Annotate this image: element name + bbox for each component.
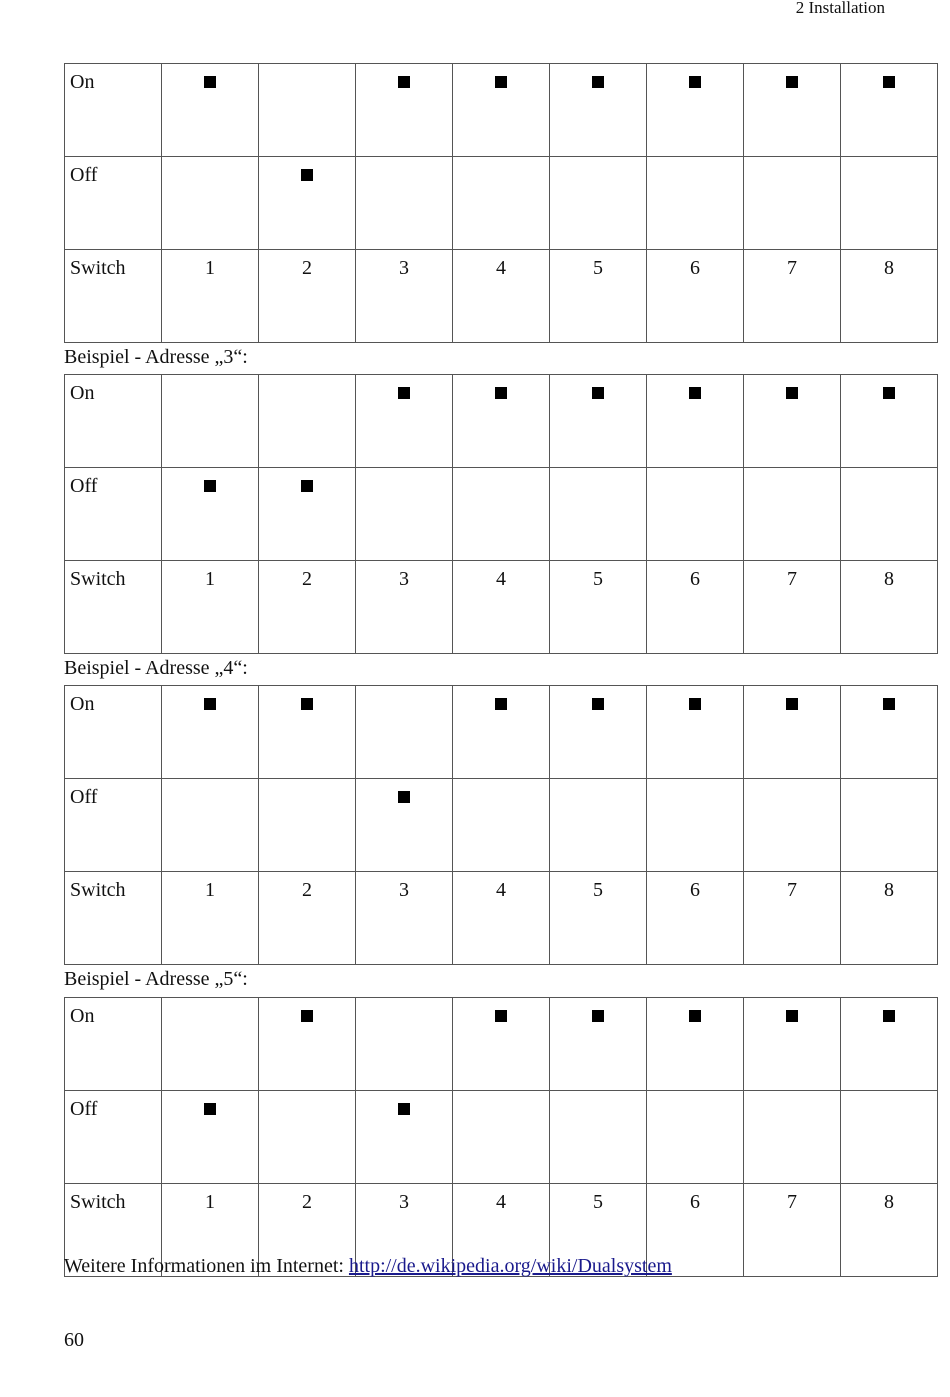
footer-text: Weitere Informationen im Internet: (64, 1255, 349, 1277)
off-cell-3 (356, 468, 453, 561)
on-cell-2 (259, 686, 356, 779)
row-label-on: On (65, 375, 162, 468)
switch-number-5: 5 (550, 872, 647, 965)
row-on (65, 686, 938, 779)
switch-position-marker (495, 387, 507, 399)
switch-position-marker (398, 791, 410, 803)
row-label-off: Off (65, 779, 162, 872)
switch-position-marker (689, 76, 701, 88)
off-cell-6 (647, 468, 744, 561)
on-cell-8 (841, 375, 938, 468)
off-cell-4 (453, 157, 550, 250)
switch-number-4: 4 (453, 561, 550, 654)
on-cell-2 (259, 64, 356, 157)
row-off (65, 157, 938, 250)
off-cell-8 (841, 779, 938, 872)
switch-position-marker (883, 387, 895, 399)
row-label-switch: Switch (65, 250, 162, 343)
off-cell-7 (744, 779, 841, 872)
switch-position-marker (301, 169, 313, 181)
row-off (65, 1091, 938, 1184)
switch-position-marker (495, 76, 507, 88)
off-cell-1 (162, 1091, 259, 1184)
dip-switch-table (64, 374, 938, 654)
on-cell-5 (550, 686, 647, 779)
off-cell-2 (259, 779, 356, 872)
on-cell-7 (744, 375, 841, 468)
switch-position-marker (592, 387, 604, 399)
switch-number-6: 6 (647, 250, 744, 343)
off-cell-4 (453, 1091, 550, 1184)
row-on (65, 375, 938, 468)
row-label-on: On (65, 686, 162, 779)
off-cell-5 (550, 1091, 647, 1184)
row-label-off: Off (65, 157, 162, 250)
switch-position-marker (786, 1010, 798, 1022)
example-caption: Beispiel - Adresse „3“: (64, 346, 248, 368)
switch-number-8: 8 (841, 872, 938, 965)
off-cell-4 (453, 779, 550, 872)
off-cell-7 (744, 468, 841, 561)
switch-position-marker (883, 76, 895, 88)
on-cell-6 (647, 998, 744, 1091)
switch-number-4: 4 (453, 250, 550, 343)
off-cell-2 (259, 1091, 356, 1184)
switch-position-marker (689, 1010, 701, 1022)
switch-number-6: 6 (647, 872, 744, 965)
on-cell-8 (841, 998, 938, 1091)
on-cell-2 (259, 375, 356, 468)
on-cell-5 (550, 64, 647, 157)
switch-number-6: 6 (647, 1184, 744, 1277)
on-cell-4 (453, 998, 550, 1091)
switch-number-2: 2 (259, 250, 356, 343)
on-cell-7 (744, 998, 841, 1091)
row-off (65, 779, 938, 872)
switch-position-marker (786, 698, 798, 710)
off-cell-5 (550, 779, 647, 872)
switch-position-marker (495, 698, 507, 710)
example-caption: Beispiel - Adresse „4“: (64, 657, 248, 679)
on-cell-1 (162, 375, 259, 468)
on-cell-6 (647, 375, 744, 468)
off-cell-7 (744, 157, 841, 250)
switch-position-marker (204, 76, 216, 88)
switch-position-marker (204, 698, 216, 710)
on-cell-6 (647, 64, 744, 157)
switch-number-3: 3 (356, 1184, 453, 1277)
off-cell-5 (550, 157, 647, 250)
off-cell-4 (453, 468, 550, 561)
on-cell-5 (550, 998, 647, 1091)
switch-number-4: 4 (453, 1184, 550, 1277)
off-cell-6 (647, 157, 744, 250)
row-label-switch: Switch (65, 561, 162, 654)
switch-number-3: 3 (356, 561, 453, 654)
on-cell-1 (162, 998, 259, 1091)
on-cell-2 (259, 998, 356, 1091)
on-cell-8 (841, 64, 938, 157)
off-cell-3 (356, 779, 453, 872)
row-label-on: On (65, 64, 162, 157)
off-cell-1 (162, 157, 259, 250)
switch-position-marker (301, 698, 313, 710)
on-cell-7 (744, 64, 841, 157)
row-label-switch: Switch (65, 1184, 162, 1277)
row-label-on: On (65, 998, 162, 1091)
switch-position-marker (592, 1010, 604, 1022)
switch-number-1: 1 (162, 561, 259, 654)
switch-position-marker (398, 387, 410, 399)
switch-number-6: 6 (647, 561, 744, 654)
on-cell-3 (356, 64, 453, 157)
switch-position-marker (398, 76, 410, 88)
switch-number-5: 5 (550, 250, 647, 343)
dip-switch-table (64, 997, 938, 1277)
row-switch (65, 561, 938, 654)
switch-position-marker (786, 387, 798, 399)
off-cell-2 (259, 157, 356, 250)
switch-number-8: 8 (841, 250, 938, 343)
off-cell-8 (841, 1091, 938, 1184)
on-cell-3 (356, 375, 453, 468)
switch-number-5: 5 (550, 561, 647, 654)
off-cell-1 (162, 779, 259, 872)
off-cell-3 (356, 1091, 453, 1184)
switch-number-2: 2 (259, 1184, 356, 1277)
page-number: 60 (64, 1329, 84, 1351)
switch-number-2: 2 (259, 872, 356, 965)
switch-position-marker (689, 387, 701, 399)
on-cell-4 (453, 64, 550, 157)
example-caption: Beispiel - Adresse „5“: (64, 968, 248, 990)
on-cell-3 (356, 686, 453, 779)
switch-position-marker (398, 1103, 410, 1115)
switch-number-7: 7 (744, 1184, 841, 1277)
off-cell-6 (647, 1091, 744, 1184)
dip-switch-table (64, 685, 938, 965)
switch-number-1: 1 (162, 1184, 259, 1277)
off-cell-3 (356, 157, 453, 250)
switch-position-marker (592, 698, 604, 710)
switch-position-marker (204, 480, 216, 492)
off-cell-7 (744, 1091, 841, 1184)
off-cell-5 (550, 468, 647, 561)
footer-note (64, 1255, 672, 1278)
row-label-off: Off (65, 1091, 162, 1184)
switch-position-marker (883, 698, 895, 710)
row-switch (65, 250, 938, 343)
off-cell-2 (259, 468, 356, 561)
switch-number-1: 1 (162, 250, 259, 343)
on-cell-6 (647, 686, 744, 779)
wikipedia-link[interactable]: http://de.wikipedia.org/wiki/Dualsystem (348, 1255, 672, 1277)
off-cell-8 (841, 468, 938, 561)
row-off (65, 468, 938, 561)
row-switch (65, 872, 938, 965)
on-cell-8 (841, 686, 938, 779)
switch-position-marker (592, 76, 604, 88)
on-cell-3 (356, 998, 453, 1091)
switch-position-marker (301, 1010, 313, 1022)
switch-number-4: 4 (453, 872, 550, 965)
switch-position-marker (204, 1103, 216, 1115)
dip-switch-table (64, 63, 938, 343)
on-cell-4 (453, 375, 550, 468)
row-on (65, 998, 938, 1091)
switch-number-3: 3 (356, 872, 453, 965)
switch-number-5: 5 (550, 1184, 647, 1277)
switch-position-marker (883, 1010, 895, 1022)
off-cell-1 (162, 468, 259, 561)
switch-number-3: 3 (356, 250, 453, 343)
on-cell-4 (453, 686, 550, 779)
on-cell-7 (744, 686, 841, 779)
switch-position-marker (495, 1010, 507, 1022)
switch-position-marker (689, 698, 701, 710)
switch-number-8: 8 (841, 1184, 938, 1277)
off-cell-6 (647, 779, 744, 872)
switch-position-marker (786, 76, 798, 88)
row-on (65, 64, 938, 157)
row-label-off: Off (65, 468, 162, 561)
switch-number-7: 7 (744, 872, 841, 965)
switch-number-8: 8 (841, 561, 938, 654)
running-header: 2 Installation (795, 0, 885, 17)
switch-number-7: 7 (744, 561, 841, 654)
row-label-switch: Switch (65, 872, 162, 965)
on-cell-1 (162, 686, 259, 779)
switch-number-7: 7 (744, 250, 841, 343)
on-cell-1 (162, 64, 259, 157)
switch-number-2: 2 (259, 561, 356, 654)
on-cell-5 (550, 375, 647, 468)
switch-position-marker (301, 480, 313, 492)
switch-number-1: 1 (162, 872, 259, 965)
off-cell-8 (841, 157, 938, 250)
